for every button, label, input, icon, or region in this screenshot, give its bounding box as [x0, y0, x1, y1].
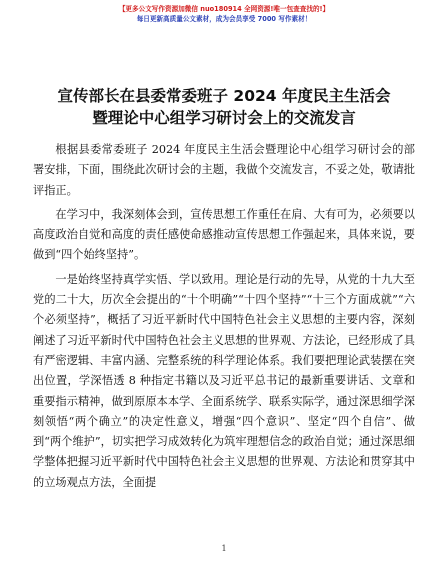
promo-banner-line-1: 【更多公文写作资源加微信 nuo180914 全网资源!唯一包查查找的!】	[118, 5, 330, 13]
document-title	[0, 85, 448, 129]
body-paragraph: 根据县委常委班子 2024 年度民主生活会暨理论中心组学习研讨会的部署安排，下面，围绕此次研讨会的主题，我做个交流发言，不妥之处，敬请批评指正。	[33, 143, 415, 197]
document-body	[33, 140, 415, 497]
promo-banner-line-2: 每日更新高质量公文素材，成为会员享受 7000 写作素材！	[136, 15, 312, 23]
body-paragraph: 一是始终坚持真学实悟、学以致用。理论是行动的先导，从党的十九大至党的二十大，历次全会提出的“十个明确”“十四个坚持”“十三个方面成就”“六个必须坚持”，概括了习近平新时代中国特色社会主义思想的主要内容，深刻阐述了习近平新时代中国特色社会主义思想的世界观、方法论，已经形成了具有严密逻辑、丰富内涵、完整系统的科学理论体系。我们要把理论武装摆在突出位置，学深悟透 8 种指定书籍以及习近平总书记的最新重要讲话、文章和重要指示精神，做到原原本本学、全面系统学、联系实际学，通过深思细学深刻领悟“两个确立”的决定性意义，增强“四个意识”、坚定“四个自信”、做到“两个维护”，切实把学习成效转化为筑牢理想信念的政治自觉；通过深思细学整体把握习近平新时代中国特色社会主义思想的世界观、方法论和贯穿其中的立场观点方法，全面提	[33, 272, 415, 489]
document-title-line-1: 宣传部长在县委常委班子 2024 年度民主生活会	[57, 87, 391, 105]
page-number: 1	[221, 544, 227, 553]
body-paragraph: 在学习中，我深刻体会到，宣传思想工作重任在肩、大有可为，必须要以高度政治自觉和高度的责任感使命感推动宣传思想工作强起来，具体来说，要做到“四个始终坚持”。	[33, 207, 415, 262]
promo-banner	[0, 4, 448, 24]
document-title-line-2: 暨理论中心组学习研讨会上的交流发言	[92, 109, 356, 127]
